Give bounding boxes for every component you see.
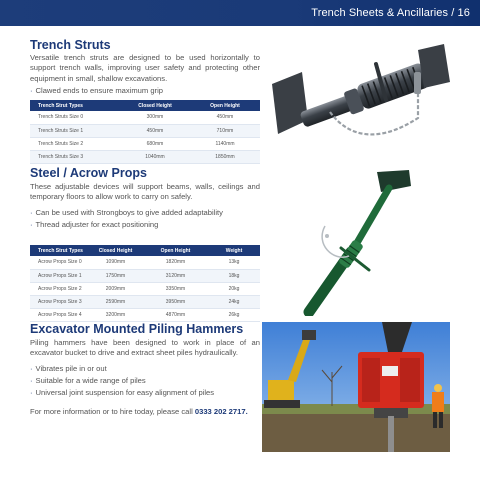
- table-cell: Acrow Props Size 2: [30, 282, 88, 295]
- table-row: [30, 150, 260, 163]
- piling-hammers-bullet: · Vibrates pile in or out: [30, 364, 107, 373]
- strut-end-plate-left: [272, 72, 308, 134]
- table-row: [30, 137, 260, 150]
- table-cell: 450mm: [120, 124, 190, 137]
- table-cell: 1750mm: [88, 269, 143, 282]
- table-header-cell: Trench Strut Types: [30, 100, 120, 111]
- table-cell: 1090mm: [88, 256, 143, 269]
- table-cell: 300mm: [120, 111, 190, 124]
- table-row: [30, 269, 260, 282]
- table-cell: 710mm: [190, 124, 260, 137]
- table-cell: 1140mm: [190, 137, 260, 150]
- table-cell: 680mm: [120, 137, 190, 150]
- section-title-piling-hammers: Excavator Mounted Piling Hammers: [30, 322, 244, 336]
- table-cell: Trench Struts Size 2: [30, 137, 120, 150]
- section-title-acrow-props: Steel / Acrow Props: [30, 166, 147, 180]
- header-bar: [0, 0, 480, 26]
- table-row: [30, 111, 260, 124]
- table-cell: 2590mm: [88, 295, 143, 308]
- acrow-props-description: These adjustable devices will support beams, walls, ceilings and temporary floors to allow work to carry on safely.: [30, 182, 260, 202]
- table-cell: Trench Struts Size 1: [30, 124, 120, 137]
- acrow-prop-image: [285, 166, 435, 316]
- table-cell: 13kg: [208, 256, 260, 269]
- table-header-row: [30, 245, 260, 256]
- table-cell: Acrow Props Size 1: [30, 269, 88, 282]
- page-header-title: Trench Sheets & Ancillaries / 16: [311, 7, 470, 19]
- table-header-cell: Weight: [208, 245, 260, 256]
- table-cell: 3120mm: [143, 269, 208, 282]
- acrow-props-bullet: · Thread adjuster for exact positioning: [30, 220, 159, 229]
- table-cell: 26kg: [208, 308, 260, 321]
- contact-phone: 0333 202 2717.: [194, 407, 248, 416]
- table-header-cell: Closed Height: [120, 100, 190, 111]
- table-header-cell: Open Height: [143, 245, 208, 256]
- acrow-props-table: [30, 245, 260, 322]
- trench-struts-bullet: · Clawed ends to ensure maximum grip: [30, 86, 163, 95]
- piling-hammers-bullet: · Universal joint suspension for easy alignment of piles: [30, 388, 215, 397]
- prop-top-plate: [377, 170, 411, 192]
- table-cell: 18kg: [208, 269, 260, 282]
- table-header-cell: Open Height: [190, 100, 260, 111]
- trench-strut-image: [268, 42, 458, 152]
- table-cell: 1820mm: [143, 256, 208, 269]
- table-cell: Acrow Props Size 4: [30, 308, 88, 321]
- table-cell: 3350mm: [143, 282, 208, 295]
- contact-text: For more information or to hire today, please call: [30, 407, 195, 416]
- table-row: [30, 295, 260, 308]
- contact-line: [30, 407, 248, 416]
- trench-struts-description: Versatile trench struts are designed to be used horizontally to support trench walls, improving user safety and protecting other equipment in small, shallow excavations.: [30, 53, 260, 83]
- acrow-props-bullet: · Can be used with Strongboys to give added adaptability: [30, 208, 223, 217]
- piling-hammers-bullet: · Suitable for a wide range of piles: [30, 376, 146, 385]
- table-header-cell: Closed Height: [88, 245, 143, 256]
- table-cell: 20kg: [208, 282, 260, 295]
- table-row: [30, 282, 260, 295]
- table-cell: Trench Struts Size 3: [30, 150, 120, 163]
- table-cell: 24kg: [208, 295, 260, 308]
- table-header-row: [30, 100, 260, 111]
- trench-struts-table: [30, 100, 260, 164]
- table-cell: 3200mm: [88, 308, 143, 321]
- table-cell: 3950mm: [143, 295, 208, 308]
- table-cell: 2009mm: [88, 282, 143, 295]
- table-cell: 1850mm: [190, 150, 260, 163]
- table-row: [30, 308, 260, 321]
- table-cell: 4870mm: [143, 308, 208, 321]
- table-cell: Acrow Props Size 0: [30, 256, 88, 269]
- piling-hammer-photo: [262, 322, 450, 452]
- piling-hammers-description: Piling hammers have been designed to work in place of an excavator bucket to drive and extract sheet piles hydraulically.: [30, 338, 260, 358]
- table-row: [30, 256, 260, 269]
- table-cell: 450mm: [190, 111, 260, 124]
- table-header-cell: Trench Strut Types: [30, 245, 88, 256]
- table-cell: Trench Struts Size 0: [30, 111, 120, 124]
- table-row: [30, 124, 260, 137]
- table-cell: Acrow Props Size 3: [30, 295, 88, 308]
- table-cell: 1040mm: [120, 150, 190, 163]
- section-title-trench-struts: Trench Struts: [30, 38, 111, 52]
